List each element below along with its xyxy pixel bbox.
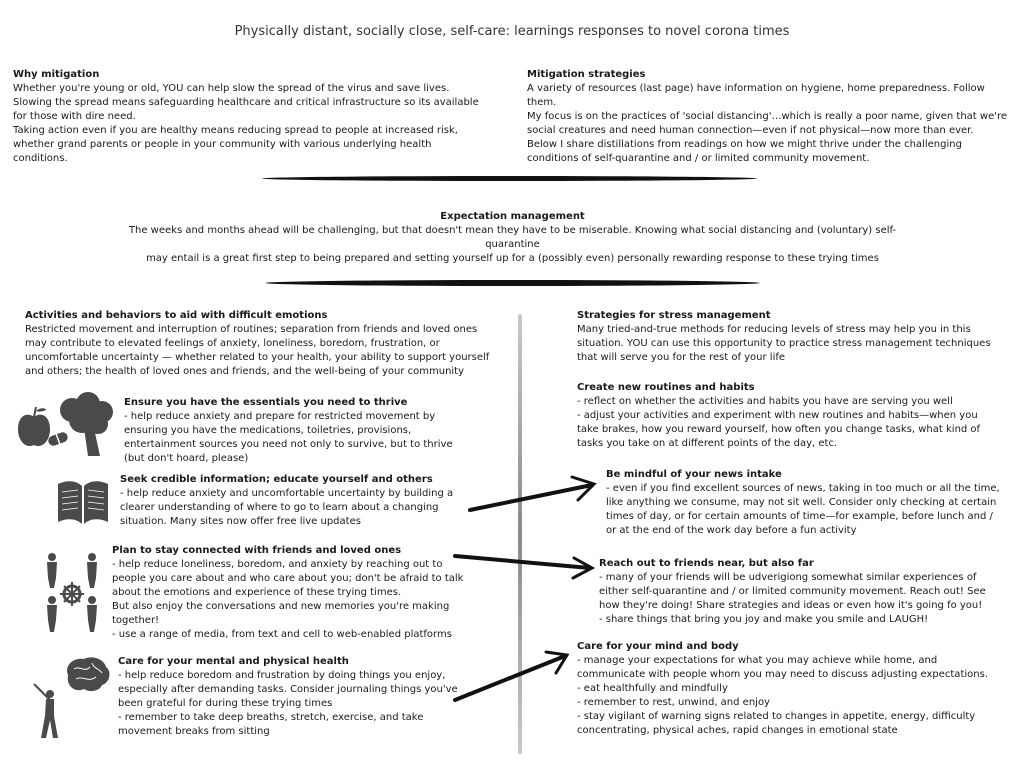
mental-health-heading: Care for your mental and physical health bbox=[118, 656, 349, 667]
mind-body-body: - manage your expectations for what you may achieve while home, and communicate with people whom you may need to discuss adjusting expectations. - eat healthfully and mindfully - remember to rest, unwind, and enjoy - stay vigilant of warning signs related to changes in appetite, energy, difficulty concentrating, physical aches, rapid changes in emotional state bbox=[577, 655, 988, 736]
essentials-body: - help reduce anxiety and prepare for restricted movement by ensuring you have the medications, toiletries, provisions, entertainment sources you need not only to survive, but to thrive (but don't hoard, please) bbox=[124, 411, 453, 464]
mitigation-strategies-body: A variety of resources (last page) have information on hygiene, home preparedness. Follow them. My focus is on the practices of 'social distancing'…which is really a poor name, given that we're social creatures and need human connection—even if not physical—now more than ever. Below I share distillations from readings on how we might thrive under the challenging conditions of self-quarantine and / or limited community movement. bbox=[527, 83, 1008, 164]
mind-body-heading: Care for your mind and body bbox=[577, 641, 739, 652]
routines-body: - reflect on whether the activities and habits you have are serving you well - adjust your activities and experiment with new routines and habits—when you take brakes, how you reward yourself, how often you change tasks, what kind of tasks you take on at different points of the day, etc. bbox=[577, 396, 981, 449]
expectation-body: The weeks and months ahead will be challenging, but that doesn't mean they have to be miserable. Knowing what social distancing and (voluntary) self-quarantine may entail is a great first step to being prepared and setting yourself up for a (possibly even) personally rewarding response to these trying times bbox=[128, 225, 897, 264]
news-intake-body: - even if you find excellent sources of news, taking in too much or all the time, like anything we consume, may not sit well. Consider only checking at certain times of day, or for certain amounts of time—for example, before lunch and / or at the end of the work day before a fun activity bbox=[606, 483, 1000, 536]
why-mitigation-heading: Why mitigation bbox=[13, 69, 100, 80]
routines-heading: Create new routines and habits bbox=[577, 382, 755, 393]
mental-health-body: - help reduce boredom and frustration by doing things you enjoy, especially after demanding tasks. Consider journaling things you've been grateful for during these trying times - remember to take deep breaths, stretch, exercise, and take movement breaks from sitting bbox=[118, 670, 458, 737]
stress-heading: Strategies for stress management bbox=[577, 310, 771, 321]
reach-out-body: - many of your friends will be udverigiong somewhat similar experiences of either self-quarantine and / or limited community movement. Reach out! See how they're doing! Share strategies and ideas or even how it's going fo you! - share things that bring you joy and make you smile and LAUGH! bbox=[599, 572, 986, 625]
mitigation-strategies-heading: Mitigation strategies bbox=[527, 69, 646, 80]
news-intake-heading: Be mindful of your news intake bbox=[606, 469, 782, 480]
credible-info-heading: Seek credible information; educate yourself and others bbox=[120, 474, 433, 485]
stay-connected-body: - help reduce loneliness, boredom, and anxiety by reaching out to people you care about and who care about you; don't be afraid to talk about the emotions and experience of these trying times. But also enjoy the conversations and new memories you're making together! - use a range of media, from text and cell to web-enabled platforms bbox=[112, 559, 464, 640]
essentials-heading: Ensure you have the essentials you need to thrive bbox=[124, 397, 408, 408]
page-title: Physically distant, socially close, self-care: learnings responses to novel corona times bbox=[234, 24, 790, 39]
why-mitigation-body: Whether you're young or old, YOU can help slow the spread of the virus and save lives. Slowing the spread means safeguarding healthcare and critical infrastructure so its available for those with dire need. Taking action even if you are healthy means reducing spread to people at increased risk, whether grand parents or people in your community with various underlying health conditions. bbox=[13, 83, 479, 164]
arrow-to-news bbox=[470, 477, 594, 510]
stay-connected-heading: Plan to stay connected with friends and loved ones bbox=[112, 545, 402, 556]
expectation-heading: Expectation management bbox=[440, 211, 585, 222]
left-intro-heading: Activities and behaviors to aid with difficult emotions bbox=[25, 310, 328, 321]
arrow-to-mind-body bbox=[455, 652, 567, 700]
stress-body: Many tried-and-true methods for reducing levels of stress may help you in this situation. YOU can use this opportunity to practice stress management techniques that will serve you for the rest of your life bbox=[577, 324, 991, 363]
reach-out-heading: Reach out to friends near, but also far bbox=[599, 558, 814, 569]
left-intro-body: Restricted movement and interruption of routines; separation from friends and loved ones may contribute to elevated feelings of anxiety, loneliness, boredom, frustration, or uncomfortable uncertainty — whether related to your health, your ability to support yourself and others; the health of loved ones and friends, and the well-being of your community bbox=[25, 324, 490, 377]
credible-info-body: - help reduce anxiety and uncomfortable uncertainty by building a clearer understanding of where to go to learn about a changing situation. Many sites now offer free live updates bbox=[120, 488, 454, 527]
arrow-to-reach-out bbox=[455, 556, 592, 578]
